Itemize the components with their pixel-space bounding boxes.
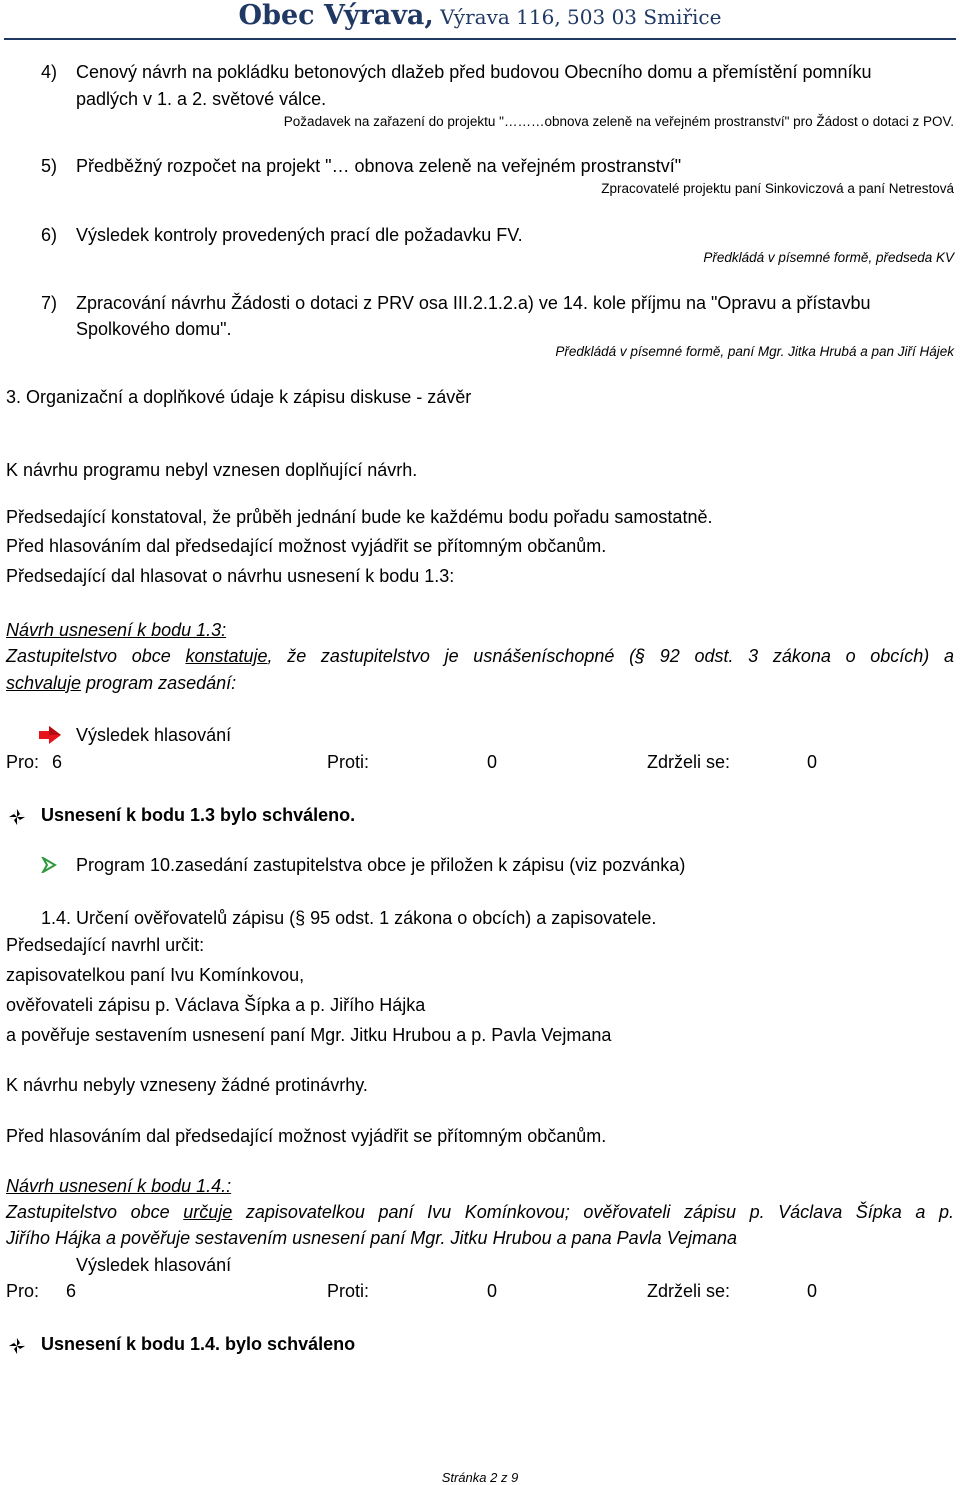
item4-number: 4) [41, 62, 58, 82]
resolution14-proti-label: Proti: [327, 1281, 370, 1301]
paragraph-no-proposal: K návrhu programu nebyl vznesen doplňující návrh. [6, 460, 418, 480]
resolution14-keyword-urcuje: určuje [183, 1202, 233, 1222]
section14-number: 1.4. [41, 908, 72, 928]
item5-text: Předběžný rozpočet na projekt "… obnova zeleně na veřejném prostranství" [76, 156, 682, 176]
resolution13-vote-title: Výsledek hlasování [76, 725, 232, 745]
resolution13-keyword-schvaluje: schvaluje [6, 673, 82, 693]
resolution13-proti-value: 0 [487, 752, 498, 772]
header-rule [4, 38, 956, 40]
resolution14-vote-title: Výsledek hlasování [76, 1255, 232, 1275]
header-address: Výrava 116, 503 03 Smiřice [433, 5, 722, 29]
resolution14-line1-c: zapisovatelkou paní Ivu Komínkovou; ověřovateli zápisu p. Václava Šípka a p. [232, 1202, 954, 1222]
program-note: Program 10.zasedání zastupitelstva obce je přiložen k zápisu (viz pozvánka) [76, 855, 686, 875]
page-header [0, 0, 960, 31]
resolution14-line1 [6, 1202, 954, 1223]
section14-line2: zapisovatelkou paní Ivu Komínkovou, [6, 965, 305, 985]
resolution14-result: Usnesení k bodu 1.4. bylo schváleno [41, 1334, 356, 1354]
page-number: Stránka 2 z 9 [441, 1470, 519, 1485]
section14-title: Určení ověřovatelů zápisu (§ 95 odst. 1 zákona o obcích) a zapisovatele. [76, 908, 657, 928]
resolution14-zdrzeli-value: 0 [807, 1281, 818, 1301]
chevron-bullet-icon [41, 857, 57, 873]
resolution13-line1 [6, 646, 954, 667]
item7-note: Předkládá v písemné formě, paní Mgr. Jitka Hrubá a pan Jiří Hájek [555, 344, 954, 359]
resolution13-proti-label: Proti: [327, 752, 370, 772]
resolution13-zdrzeli-label: Zdrželi se: [647, 752, 731, 772]
diamond-bullet-icon [8, 1337, 26, 1355]
item6-note: Předkládá v písemné formě, předseda KV [703, 250, 954, 265]
item7-text-line1: Zpracování návrhu Žádosti o dotaci z PRV osa III.2.1.2.a) ve 14. kole příjmu na "Opravu a přístavbu [76, 293, 871, 313]
paragraph-vote-call: Předsedající dal hlasovat o návrhu usnesení k bodu 1.3: [6, 566, 455, 586]
section14-line4: a pověřuje sestavením usnesení paní Mgr. Jitku Hrubou a p. Pavla Vejmana [6, 1025, 612, 1045]
resolution13-keyword-konstatuje: konstatuje [185, 646, 268, 666]
section14-line3: ověřovateli zápisu p. Václava Šípka a p. Jiřího Hájka [6, 995, 426, 1015]
section14-line5: K návrhu nebyly vzneseny žádné protinávrhy. [6, 1075, 368, 1095]
resolution13-heading: Návrh usnesení k bodu 1.3: [6, 620, 227, 640]
resolution14-proti-value: 0 [487, 1281, 498, 1301]
resolution13-pro-value: 6 [52, 752, 63, 772]
resolution13-line1-c: , že zastupitelstvo je usnášeníschopné (§ 92 odst. 3 zákona o obcích) a [267, 646, 954, 666]
item4-text-line1: Cenový návrh na pokládku betonových dlažeb před budovou Obecního domu a přemístění pomníku [76, 62, 872, 82]
section14-line1: Předsedající navrhl určit: [6, 935, 205, 955]
item7-number: 7) [41, 293, 58, 313]
red-arrow-icon [39, 726, 61, 744]
resolution13-zdrzeli-value: 0 [807, 752, 818, 772]
item6-number: 6) [41, 225, 58, 245]
header-title: Obec Výrava, [238, 0, 434, 31]
resolution14-line2: Jiřího Hájka a pověřuje sestavením usnesení paní Mgr. Jitku Hrubou a pana Pavla Vejmana [6, 1228, 738, 1248]
resolution13-result: Usnesení k bodu 1.3 bylo schváleno. [41, 805, 356, 825]
item6-text: Výsledek kontroly provedených prací dle požadavku FV. [76, 225, 523, 245]
resolution14-pro-value: 6 [66, 1281, 77, 1301]
resolution14-zdrzeli-label: Zdrželi se: [647, 1281, 731, 1301]
item4-text-line2: padlých v 1. a 2. světové válce. [76, 89, 327, 109]
paragraph-chair-statement: Předsedající konstatoval, že průběh jednání bude ke každému bodu pořadu samostatně. [6, 507, 713, 527]
section3-heading: 3. Organizační a doplňkové údaje k zápisu diskuse - závěr [6, 387, 472, 407]
diamond-bullet-icon [8, 808, 26, 826]
item5-number: 5) [41, 156, 58, 176]
resolution14-pro-label: Pro: [6, 1281, 40, 1301]
section14-line6: Před hlasováním dal předsedající možnost vyjádřit se přítomným občanům. [6, 1126, 607, 1146]
item7-text-line2: Spolkového domu". [76, 319, 232, 339]
resolution13-line2 [6, 673, 236, 694]
resolution13-line2-b: program zasedání: [81, 673, 237, 693]
paragraph-public-comment: Před hlasováním dal předsedající možnost vyjádřit se přítomným občanům. [6, 536, 607, 556]
item4-note: Požadavek na zařazení do projektu "………obnova zeleně na veřejném prostranství" pro Žádost o dotaci z POV. [283, 114, 954, 129]
resolution14-heading: Návrh usnesení k bodu 1.4.: [6, 1176, 232, 1196]
item5-note: Zpracovatelé projektu paní Sinkoviczová a paní Netrestová [601, 181, 954, 196]
resolution13-pro-label: Pro: [6, 752, 40, 772]
resolution14-line1-a: Zastupitelstvo obce [6, 1202, 184, 1222]
resolution13-line1-a: Zastupitelstvo obce [6, 646, 186, 666]
